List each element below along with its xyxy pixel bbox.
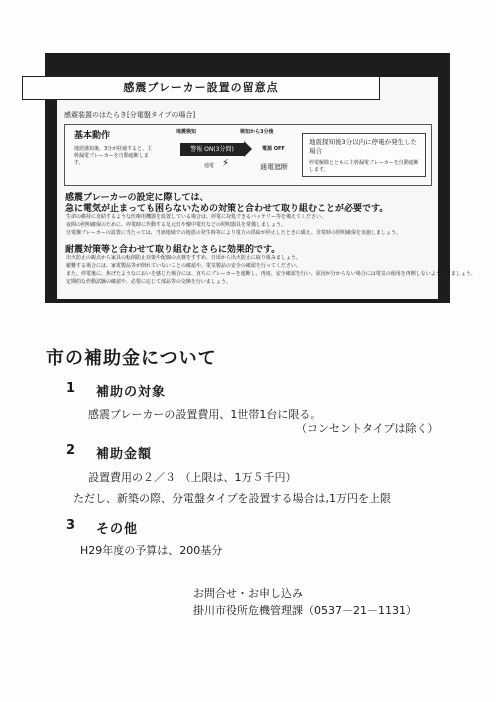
alarm-arrow-tip <box>244 141 252 157</box>
section3-bullet: また、停電後に、焦げたようなにおいを感じた場合には、直ちにブレーカーを遮断し、再度、安全確認を行い、原因が分からない場合には電気の使用を再開しないようにしましょう。 <box>66 271 476 277</box>
alarm-arrow: 警報 ON(3分間) <box>180 143 244 156</box>
contact-office: 掛川市役所危機管理課（0537－21－1131） <box>193 604 417 617</box>
item2-title: 補助金額 <box>96 447 153 462</box>
item1-title: 補助の対象 <box>96 385 167 400</box>
section3-bullets <box>66 254 476 286</box>
contact-heading: お問合せ・お申し込み <box>193 587 303 600</box>
basic-title: 基本動作 <box>74 131 111 141</box>
power-cut-label: 通電遮断 <box>260 163 288 171</box>
section3-bullet: 避難する場合には、家電製品等が倒れていないことの確認や、電気製品の安全の確認を行ってください。 <box>66 263 301 269</box>
basic-desc: 地震感知後、3分が経過すると、主幹漏電ブレーカーを自動遮断します。 <box>74 146 153 166</box>
item1-line: （コンセントタイプは除く） <box>296 422 439 435</box>
item2-line: 設置費用の２／３ （上限は、1万５千円） <box>88 471 297 484</box>
item2-line: ただし、新築の際、分電盤タイプを設置する場合は,1万円を上限 <box>73 492 391 505</box>
stage2-label: 検知から3分後 <box>240 129 274 135</box>
note-desc: 停電解除とともに主幹漏電ブレーカーを自動遮断します。 <box>309 160 419 173</box>
item3-title: その他 <box>96 522 139 537</box>
item3-number: 3 <box>66 518 76 533</box>
panel-title: 感震ブレーカー設置の留意点 <box>22 76 380 100</box>
section3-title: 耐震対策等と合わせて取り組むとさらに効果的です。 <box>65 245 281 255</box>
section3-bullet: 出火防止の観点から家具の転倒防止対策や配線の点検をすすめ、日頃から出火防止に取り組みましょう。 <box>66 255 301 261</box>
item2-number: 2 <box>66 443 76 458</box>
section2-bullet: 分電盤ブレーカーの設置に当たっては、当該地域での地震の発生時等により電力の供給が停止したときに備え、非常時の照明確保を実施しましょう。 <box>66 230 402 236</box>
subsidy-title: 市の補助金について <box>46 348 217 369</box>
item3-line: H29年度の予算は、200基分 <box>80 544 223 557</box>
section3-bullet: 定期的な作動試験の確認や、必要に応じて部品等の交換を行いましょう。 <box>66 279 231 285</box>
power-outage-note <box>302 133 426 177</box>
section2-bullet: 生命の維持に直結するような医療用機器を設置している場合は、停電に対処できるバッテリー等を備えてください。 <box>66 214 327 220</box>
power-on-label: 通電 <box>204 163 215 169</box>
section2-subtitle: 急に電気が止まっても困らないための対策と合わせて取り組むことが必要です。 <box>65 204 389 214</box>
note-title: 地震探知後3分以内に停電が発生した場合 <box>309 138 418 155</box>
item1-number: 1 <box>66 381 76 396</box>
section2-bullet: 夜間の照明確保のために、停電時に作動する足元灯や懐中電灯などの照明器具を常備しましょう。 <box>66 222 287 228</box>
section2-bullets <box>66 213 401 237</box>
item1-line: 感震ブレーカーの設置費用、1世帯1台に限る。 <box>88 408 322 421</box>
lightning-icon: ⚡ <box>222 158 230 169</box>
section2-title: 感震ブレーカーの設定に際しては、 <box>65 193 209 203</box>
section1-label: 感震装置のはたらき[分電盤タイプの場合] <box>64 111 196 119</box>
power-off-label: 電源 OFF <box>262 146 285 152</box>
stage1-label: 地震検知 <box>176 129 197 135</box>
